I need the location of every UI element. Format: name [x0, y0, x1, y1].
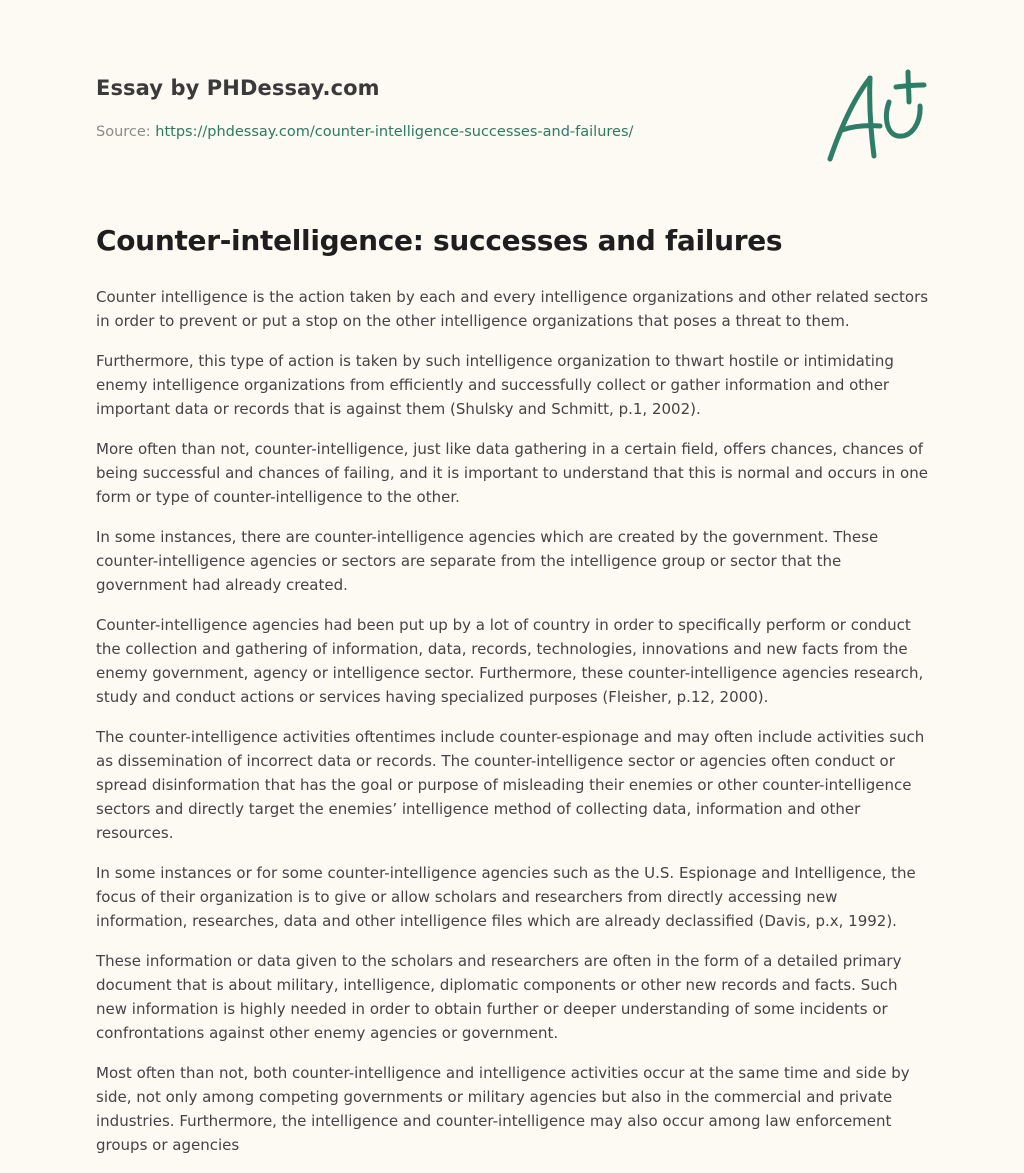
paragraph: In some instances or for some counter-intelligence agencies such as the U.S. Espionage and Intelligence, the focus of their organization is to give or allow scholars and researchers from directly accessing new information, researches, data and other intelligence files which are already declassified (Davis, p.x, 1992).: [96, 864, 916, 930]
paragraph: Most often than not, both counter-intelligence and intelligence activities occur at the same time and side by side, not only among competing governments or military agencies but also in the commercial and private industries. Furthermore, the intelligence and counter-intelligence may also occur among law enforcement groups or agencies: [96, 1064, 910, 1154]
paragraph: The counter-intelligence activities oftentimes include counter-espionage and may often include activities such as dissemination of incorrect data or records. The counter-intelligence sector or agencies often conduct or spread disinformation that has the goal or purpose of misleading their enemies or other counter-intelligence sectors and directly target the enemies’ intelligence method of collecting data, information and other resources.: [96, 728, 925, 842]
page-header: [96, 0, 928, 200]
source-line: [96, 124, 633, 140]
source-label: Source:: [96, 124, 156, 140]
brand-title: Essay by PHDessay.com: [96, 76, 380, 100]
a-plus-logo-icon: [824, 68, 928, 166]
paragraph: Counter-intelligence agencies had been put up by a lot of country in order to specifically perform or conduct the collection and gathering of information, data, records, technologies, innovations and new facts from the enemy government, agency or intelligence sector. Furthermore, these counter-intelligence agencies research, study and conduct actions or services having specialized purposes (Fleisher, p.12, 2000).: [96, 616, 924, 706]
paragraph: Furthermore, this type of action is taken by such intelligence organization to thwart hostile or intimidating enemy intelligence organizations from efficiently and successfully collect or gather information and other important data or records that is against them (Shulsky and Schmitt, p.1, 2002).: [96, 352, 894, 418]
paragraph: Counter intelligence is the action taken by each and every intelligence organizations and other related sectors in order to prevent or put a stop on the other intelligence organizations that poses a threat to them.: [96, 288, 929, 330]
essay-body: [96, 285, 932, 1173]
essay-title: Counter-intelligence: successes and failures: [96, 224, 783, 257]
source-link[interactable]: https://phdessay.com/counter-intelligence-successes-and-failures/: [155, 124, 634, 140]
paragraph: More often than not, counter-intelligence, just like data gathering in a certain field, offers chances, chances of being successful and chances of failing, and it is important to understand that this is normal and occurs in one form or type of counter-intelligence to the other.: [96, 440, 928, 506]
paragraph: In some instances, there are counter-intelligence agencies which are created by the government. These counter-intelligence agencies or sectors are separate from the intelligence group or sector that the government had already created.: [96, 528, 879, 594]
paragraph: These information or data given to the scholars and researchers are often in the form of a detailed primary document that is about military, intelligence, diplomatic components or other new records and facts. Such new information is highly needed in order to obtain further or deeper understanding of some incidents or confrontations against other enemy agencies or government.: [96, 952, 902, 1042]
